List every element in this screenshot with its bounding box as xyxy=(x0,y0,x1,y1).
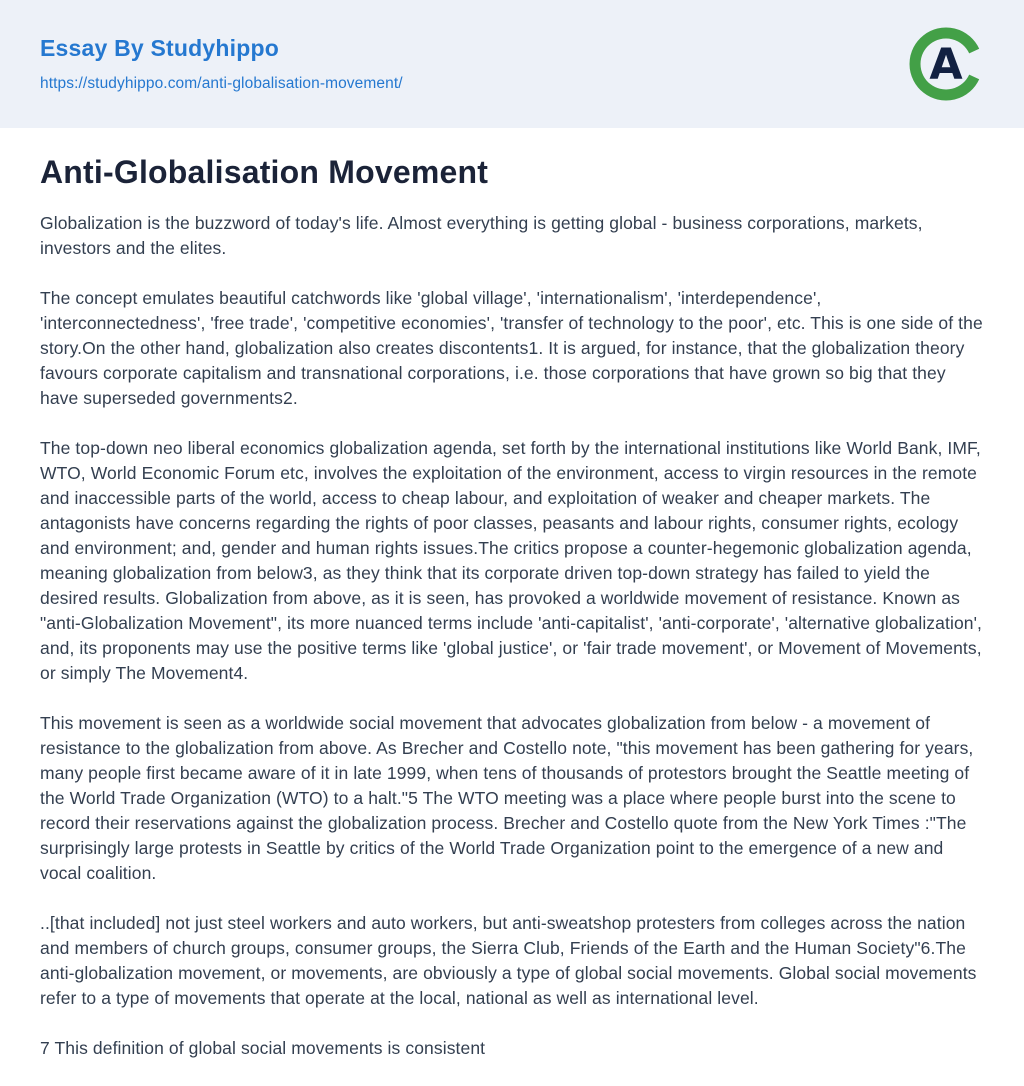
essay-paragraph: This movement is seen as a worldwide social movement that advocates globalization from below - a movement of resistance to the globalization from above. As Brecher and Costello note, "this movement has been gathering for years, many people first became aware of it in late 1999, when tens of thousands of protestors brought the Seattle meeting of the World Trade Organization (WTO) to a halt."5 The WTO meeting was a place where people burst into the scene to record their reservations against the globalization process. Brecher and Costello quote from the New York Times :"The surprisingly large protests in Seattle by critics of the World Trade Organization point to the emergence of a new and vocal coalition. xyxy=(40,713,974,883)
studyhippo-logo-icon xyxy=(908,26,984,102)
essay-byline: Essay By Studyhippo xyxy=(40,35,279,61)
essay-paragraph: The top-down neo liberal economics globalization agenda, set forth by the international institutions like World Bank, IMF, WTO, World Economic Forum etc, involves the exploitation of the environment, access to virgin resources in the remote and inaccessible parts of the world, access to cheap labour, and exploitation of weaker and cheaper markets. The antagonists have concerns regarding the rights of poor classes, peasants and labour rights, consumer rights, ecology and environment; and, gender and human rights issues.The critics propose a counter-hegemonic globalization agenda, meaning globalization from below3, as they think that its corporate driven top-down strategy has failed to yield the desired results. Globalization from above, as it is seen, has provoked a worldwide movement of resistance. Known as "anti-Globalization Movement", its more nuanced terms include 'anti-capitalist', 'anti-corporate', 'alternative globalization', and, its proponents may use the positive terms like 'global justice', or 'fair trade movement', or Movement of Movements, or simply The Movement4. xyxy=(40,438,983,683)
page-title: Anti-Globalisation Movement xyxy=(40,154,489,190)
logo-letter: A xyxy=(929,39,963,90)
essay-content xyxy=(0,154,1024,1061)
page-header xyxy=(0,0,1024,128)
source-url-link[interactable]: https://studyhippo.com/anti-globalisation-movement/ xyxy=(40,75,403,92)
header-text-block xyxy=(40,35,403,93)
essay-paragraph: ..[that included] not just steel workers and auto workers, but anti-sweatshop protesters from colleges across the nation and members of church groups, consumer groups, the Sierra Club, Friends of the Earth and the Human Society"6.The anti-globalization movement, or movements, are obviously a type of global social movements. Global social movements refer to a type of movements that operate at the local, national as well as international level. xyxy=(40,913,977,1008)
studyhippo-logo xyxy=(908,26,984,102)
essay-paragraph: Globalization is the buzzword of today's life. Almost everything is getting global - business corporations, markets, investors and the elites. xyxy=(40,213,923,258)
essay-paragraph: 7 This definition of global social movements is consistent xyxy=(40,1038,486,1058)
essay-paragraph: The concept emulates beautiful catchwords like 'global village', 'internationalism', 'interdependence', 'interconnectedness', 'free trade', 'competitive economies', 'transfer of technology to the poor', etc. This is one side of the story.On the other hand, globalization also creates discontents1. It is argued, for instance, that the globalization theory favours corporate capitalism and transnational corporations, i.e. those corporations that have grown so big that they have superseded governments2. xyxy=(40,288,983,408)
